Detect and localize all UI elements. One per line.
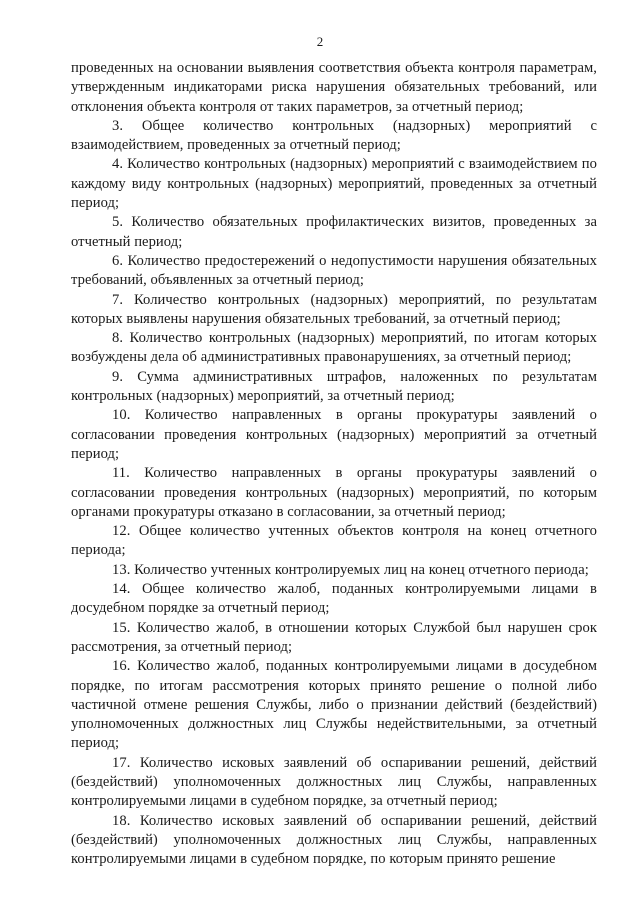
list-item-11: 11. Количество направленных в органы прокуратуры заявлений о согласовании проведения контрольных (надзорных) мероприятий, по которым органами прокуратуры отказано в согласовании, за отчетный период;: [71, 465, 597, 520]
list-item-12: 12. Общее количество учтенных объектов контроля на конец отчетного периода;: [71, 523, 597, 559]
list-item-13: 13. Количество учтенных контролируемых лиц на конец отчетного периода;: [112, 561, 589, 578]
paragraph-continuation: проведенных на основании выявления соответствия объекта контроля параметрам, утвержденным индикаторами риска нарушения обязательных требований, или отклонения объекта контроля от таких параметров, за отчетный период;: [71, 60, 597, 115]
document-body: [71, 59, 597, 869]
list-item-14: 14. Общее количество жалоб, поданных контролируемыми лицами в досудебном порядке за отчетный период;: [71, 581, 597, 617]
list-item-3: 3. Общее количество контрольных (надзорных) мероприятий с взаимодействием, проведенных за отчетный период;: [71, 117, 597, 154]
list-item-9: 9. Сумма административных штрафов, наложенных по результатам контрольных (надзорных) мероприятий, за отчетный период;: [71, 368, 597, 405]
list-item-7: 7. Количество контрольных (надзорных) мероприятий, по результатам которых выявлены нарушения обязательных требований, за отчетный период;: [71, 291, 597, 327]
list-item-10: 10. Количество направленных в органы прокуратуры заявлений о согласовании проведения контрольных (надзорных) мероприятий за отчетный период;: [71, 407, 597, 462]
list-item-18: 18. Количество исковых заявлений об оспаривании решений, действий (бездействий) уполномоченных должностных лиц Службы, направленных контролируемыми лицами в судебном порядке, по которым принято решение: [71, 812, 597, 868]
page-number: 2: [316, 34, 324, 49]
list-item-6: 6. Количество предостережений о недопустимости нарушения обязательных требований, объявленных за отчетный период;: [71, 252, 597, 289]
list-item-17: 17. Количество исковых заявлений об оспаривании решений, действий (бездействий) уполномоченных должностных лиц Службы, направленных контролируемыми лицами в судебном порядке, за отчетный период;: [71, 754, 597, 810]
list-item-16: 16. Количество жалоб, поданных контролируемыми лицами в досудебном порядке, по итогам рассмотрения которых принято решение о полной либо частичной отмене решения Службы, либо о признании действий (бездействий) уполномоченных должностных лиц Службы недействительными, за отчетный период;: [71, 658, 597, 752]
list-item-15: 15. Количество жалоб, в отношении которых Службой был нарушен срок рассмотрения, за отчетный период;: [71, 619, 597, 655]
list-item-4: 4. Количество контрольных (надзорных) мероприятий с взаимодействием по каждому виду контрольных (надзорных) мероприятий, проведенных за отчетный период;: [71, 156, 597, 212]
list-item-5: 5. Количество обязательных профилактических визитов, проведенных за отчетный период;: [71, 214, 597, 250]
list-item-8: 8. Количество контрольных (надзорных) мероприятий, по итогам которых возбуждены дела об административных правонарушениях, за отчетный период;: [71, 330, 597, 366]
